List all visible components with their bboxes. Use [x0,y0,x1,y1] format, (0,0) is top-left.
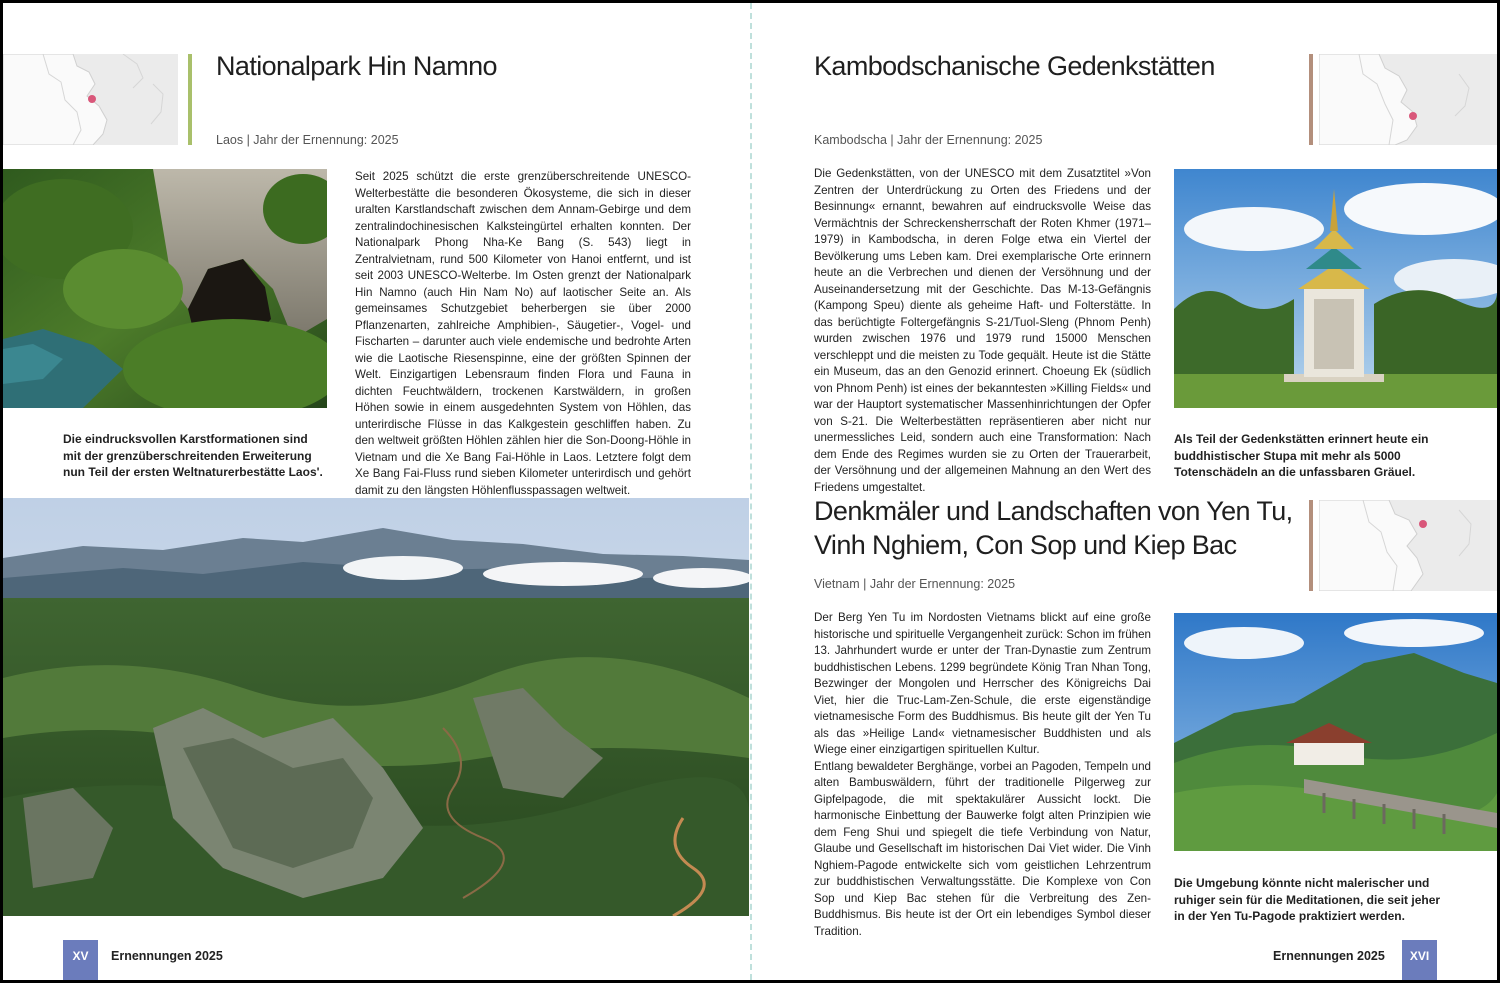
section-title-hin-namno: Nationalpark Hin Namno [216,51,497,81]
photo-caption-stupa: Als Teil der Gedenkstätten erinnert heute ein buddhistischer Stupa mit mehr als 5000 Totenschädeln an die unfassbaren Gräuel. [1174,432,1429,479]
section-title-gedenkstaetten: Kambodschanische Gedenkstätten [814,51,1215,81]
location-marker [1409,112,1417,120]
page-gutter [750,3,752,980]
section-accent-bar [1309,54,1313,145]
photo-karst-cave [3,169,327,408]
photo-yen-tu-pagoda [1174,613,1497,851]
section-accent-bar [188,54,192,145]
location-marker [88,95,96,103]
locator-map-laos [3,54,178,145]
locator-map-graphic [1319,54,1497,145]
section-title-yen-tu-line2: Vinh Nghiem, Con Sop und Kiep Bac [814,530,1237,560]
locator-map-vietnam [1319,500,1497,591]
section-accent-bar [1309,500,1313,591]
locator-map-graphic [3,54,178,145]
photo-caption-yen-tu: Die Umgebung könnte nicht malerischer und ruhiger sein für die Meditationen, die seit jeher in der Yen Tu-Pagode praktiziert werden. [1174,876,1441,923]
section-meta-yen-tu: Vietnam | Jahr der Ernennung: 2025 [814,577,1016,591]
footer-label-left: Ernennungen 2025 [111,949,223,963]
section-meta-hin-namno: Laos | Jahr der Ernennung: 2025 [216,133,399,147]
section-body-yen-tu-paragraph-1: Der Berg Yen Tu im Nordosten Vietnams blickt auf eine große historische und spirituelle Vergangenheit zurück: Schon im frühen 13. Jahrhundert wurde er unter der Tran-Dynastie zum Zentrum buddhistischen Lebens. 1299 begründete König Tran Nhan Tong, Bezwinger der Mongolen und Herrscher des Königreichs Dai Viet, hier die Truc-Lam-Zen-Schule, die erste eigenständige vietnamesische Form des Buddhismus. Bis heute gilt der Yen Tu als das »Heilige Land« vietnamesischer Buddhisten und als Wiege einer einzigartigen spirituellen Kultur. [814,611,1151,756]
footer-label-right: Ernennungen 2025 [1273,949,1385,963]
section-meta-gedenkstaetten: Kambodscha | Jahr der Ernennung: 2025 [814,133,1043,147]
section-body-gedenkstaetten: Die Gedenkstätten, von der UNESCO mit dem Zusatztitel »Von Zentren der Unterdrückung zu Orten des Friedens und der Besinnung« ernannt, bewahren auf eindrucksvolle Weise das Vermächtnis der Schreckensherrschaft der Roten Khmer (1971–1979) in Kambodscha, in deren Folge etwa ein Viertel der Bevölkerung ums Leben kam. Drei exemplarische Orte erinnern heute an die Verbrechen und dienen der Versöhnung und der Auseinandersetzung mit der Geschichte. Das M-13-Gefängnis (Kampong Speu) diente als geheime Haft- und Folterstätte. In das berüchtigte Foltergefängnis S-21/Tuol-Sleng (Phnom Penh) wurden zwischen 1976 und 1979 rund 15000 Menschen verschleppt und die meisten zu Tode gequält. Heute ist die Stätte ein Museum, das an den Genozid erinnert. Choeung Ek (südlich von Phnom Penh) ist eines der bekanntesten »Killing Fields« und war der Hauptort systematischer Massenhinrichtungen der Opfer von S-21. Die Welterbestätten repräsentieren aber nicht nur unermessliches Leid, sondern auch eine Transformation: Nach dem Ende des Regimes wurden sie zu Orten der Trauerarbeit, der Versöhnung und der allgemeinen Mahnung an den Wert des Friedens umgestaltet. [814,167,1151,494]
photo-aerial-karst-landscape [3,498,749,916]
locator-map-cambodia [1319,54,1497,145]
page-number-right: XVI [1402,940,1437,980]
section-title-yen-tu [814,494,1304,562]
section-body-yen-tu-paragraph-2: Entlang bewaldeter Berghänge, vorbei an Pagoden, Tempeln und alten Bambuswäldern, führt der traditionelle Pilgerweg zur Gipfelpagode, die mit spektakulärer Aussicht lockt. Die harmonische Einbettung der Bauwerke folgt alten Prinzipien wie dem Feng Shui und spiegelt die tiefe Verbindung von Natur, Glaube und Gesellschaft im historischen Dai Viet wider. Die Vinh Nghiem-Pagode entwickelte sich vom geistlichen Lehrzentrum zur buddhistischen Verwaltungsstätte. Die Komplexe von Con Sop und Kiep Bac stehen für die Verbreitung des Zen-Buddhismus. Bis heute ist der Ort ein lebendiges Symbol dieser Tradition. [814,759,1151,938]
photo-caption-hin-namno: Die eindrucksvollen Karstformationen sind mit der grenzüberschreitenden Erweiterung nun Teil der ersten Weltnaturerbestätte Laos'. [63,432,323,479]
locator-map-graphic [1319,500,1497,591]
page-number-left: XV [63,940,98,980]
section-body-hin-namno: Seit 2025 schützt die erste grenzüberschreitende UNESCO-Welterbestätte die besonderen Ökosysteme, die sich in dieser uralten Karstlandschaft zwischen dem Annam-Gebirge und dem zentralindochinesischen Kalksteingürtel erhalten konnten. Der Nationalpark Phong Nha-Ke Bang (S. 543) liegt in Zentralvietnam, rund 500 Kilometer von Hanoi entfernt, und ist seit 2003 UNESCO-Welterbe. Im Osten grenzt der Nationalpark Hin Namno (auch Hin Nam No) auf laotischer Seite an. Als gemeinsames Schutzgebiet beherbergen sie über 2000 Pflanzenarten, zahlreiche Amphibien-, Säugetier-, Vogel- und Fischarten – darunter auch viele endemische und bedrohte Arten wie die Laotische Riesenspinne, eine der größten Spinnen der Welt. Einzigartigen Lebensraum finden Flora und Fauna in dichten Feuchtwäldern, trockenen Karstwäldern, in großen Höhen sowie in einem ausgedehnten System von Höhlen, das unterirdische Flüsse in das Kalkgestein geschliffen haben. Zu den weltweit größten Höhlen zählen hier die Son-Doong-Höhle in Vietnam und die Xe Bang Fai-Höhle in Laos. Letztere folgt dem Xe Bang Fai-Fluss rund sieben Kilometer unterirdisch und gehört damit zu den längsten Höhlenflusspassagen weltweit. [355,170,691,497]
section-title-yen-tu-line1: Denkmäler und Landschaften von Yen Tu, [814,496,1293,526]
book-spread [3,3,1497,980]
location-marker [1419,520,1427,528]
photo-memorial-stupa [1174,169,1497,408]
section-body-yen-tu [814,610,1151,940]
